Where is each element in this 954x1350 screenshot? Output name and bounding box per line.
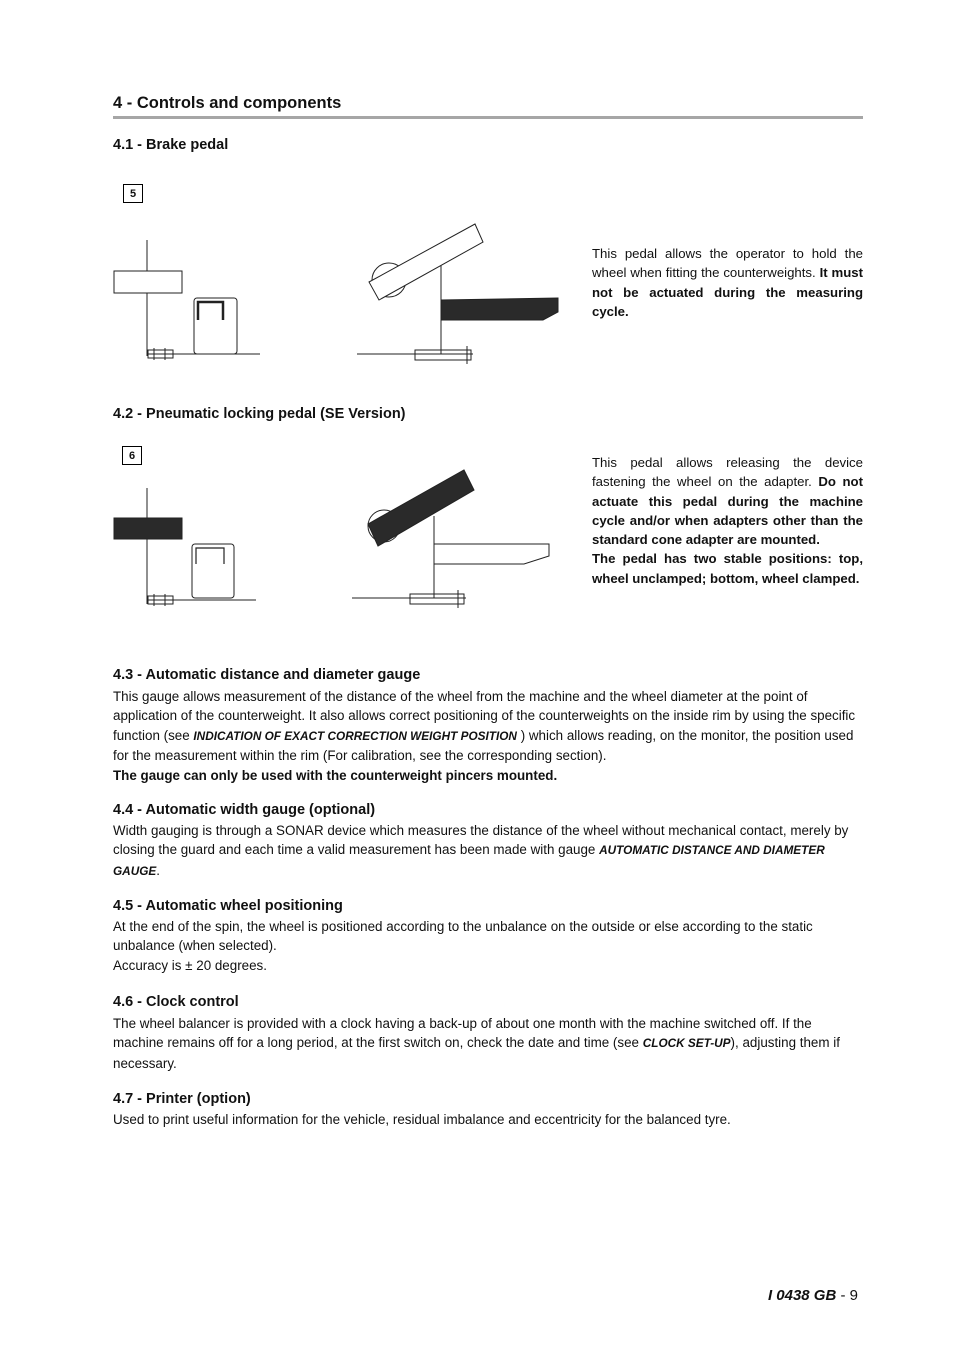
section-4-4-text-2: . — [156, 862, 160, 878]
section-4-3-body — [113, 687, 865, 785]
figure-5-label: 5 — [123, 184, 143, 203]
section-4-4-body — [113, 821, 865, 881]
section-4-1-warning: It must not be actuated during the measuring cycle. — [592, 265, 863, 319]
locking-pedal-side-view-drawing — [110, 484, 270, 614]
brake-pedal-side-view-drawing — [110, 236, 270, 366]
section-4-2-title: 4.2 - Pneumatic locking pedal (SE Version) — [113, 406, 406, 422]
section-4-2-text: This pedal allows releasing the device fastening the wheel on the adapter. — [592, 455, 863, 490]
page-number: - 9 — [836, 1287, 858, 1304]
locking-pedal-front-view-drawing — [350, 466, 560, 616]
section-4-7-title: 4.7 - Printer (option) — [113, 1091, 251, 1107]
section-4-2-positions: The pedal has two stable positions: top, wheel unclamped; bottom, wheel clamped. — [592, 551, 863, 586]
section-4-1-title: 4.1 - Brake pedal — [113, 137, 229, 153]
section-4-7-body — [113, 1110, 865, 1129]
document-code: I 0438 GB — [767, 1287, 837, 1304]
brake-pedal-front-view-drawing — [355, 220, 565, 370]
section-4-5-text-2: Accuracy is ± 20 degrees. — [113, 957, 267, 973]
section-4-2-description — [592, 453, 863, 588]
chapter-rule — [113, 116, 863, 119]
chapter-title: 4 - Controls and components — [113, 94, 342, 112]
section-4-1-text: This pedal allows the operator to hold the wheel when fitting the counterweights. — [592, 246, 863, 281]
section-4-3-text-2: ) which allows reading, on the monitor, the position used for the measurement within the rim (For calibration, see the corresponding section). — [113, 727, 854, 764]
section-4-6-body — [113, 1014, 865, 1073]
section-4-6-text-2: ), adjusting them if necessary. — [113, 1035, 840, 1071]
section-4-3-text-1: This gauge allows measurement of the distance of the wheel from the machine and the wheel diameter at the point of application of the counterweight. It also allows correct positioning of the counterweights on the inside rim by using the specific function (see — [113, 689, 856, 743]
section-4-4-title: 4.4 - Automatic width gauge (optional) — [113, 802, 376, 818]
section-4-4-text-1: Width gauging is through a SONAR device which measures the distance of the wheel without mechanical contact, merely by closing the guard and each time a valid measurement has been made with gauge — [113, 823, 849, 858]
figure-6-label: 6 — [122, 446, 142, 465]
section-4-1-description — [592, 244, 863, 321]
section-4-6-text-1: The wheel balancer is provided with a clock having a back-up of about one month with the machine switched off. If the machine remains off for a long period, at the first switch on, check the date and time (see — [113, 1016, 812, 1051]
section-4-3-reference: INDICATION OF EXACT CORRECTION WEIGHT POSITION — [193, 728, 517, 743]
page-footer — [768, 1287, 858, 1304]
section-4-3-title: 4.3 - Automatic distance and diameter gauge — [113, 667, 421, 683]
section-4-6-reference: CLOCK SET-UP — [642, 1036, 731, 1051]
section-4-3-note: The gauge can only be used with the counterweight pincers mounted. — [113, 767, 558, 783]
section-4-2-warning: Do not actuate this pedal during the machine cycle and/or when adapters other than the standard cone adapter are mounted. — [592, 474, 863, 548]
section-4-5-body — [113, 917, 865, 975]
section-4-6-title: 4.6 - Clock control — [113, 994, 239, 1010]
section-4-7-text-1: Used to print useful information for the vehicle, residual imbalance and eccentricity for the balanced tyre. — [113, 1112, 731, 1127]
section-4-5-text-1: At the end of the spin, the wheel is positioned according to the unbalance on the outside or else according to the static unbalance (when selected). — [113, 919, 813, 954]
section-4-4-reference: AUTOMATIC DISTANCE AND DIAMETER GAUGE — [113, 843, 825, 878]
section-4-5-title: 4.5 - Automatic wheel positioning — [113, 898, 343, 914]
